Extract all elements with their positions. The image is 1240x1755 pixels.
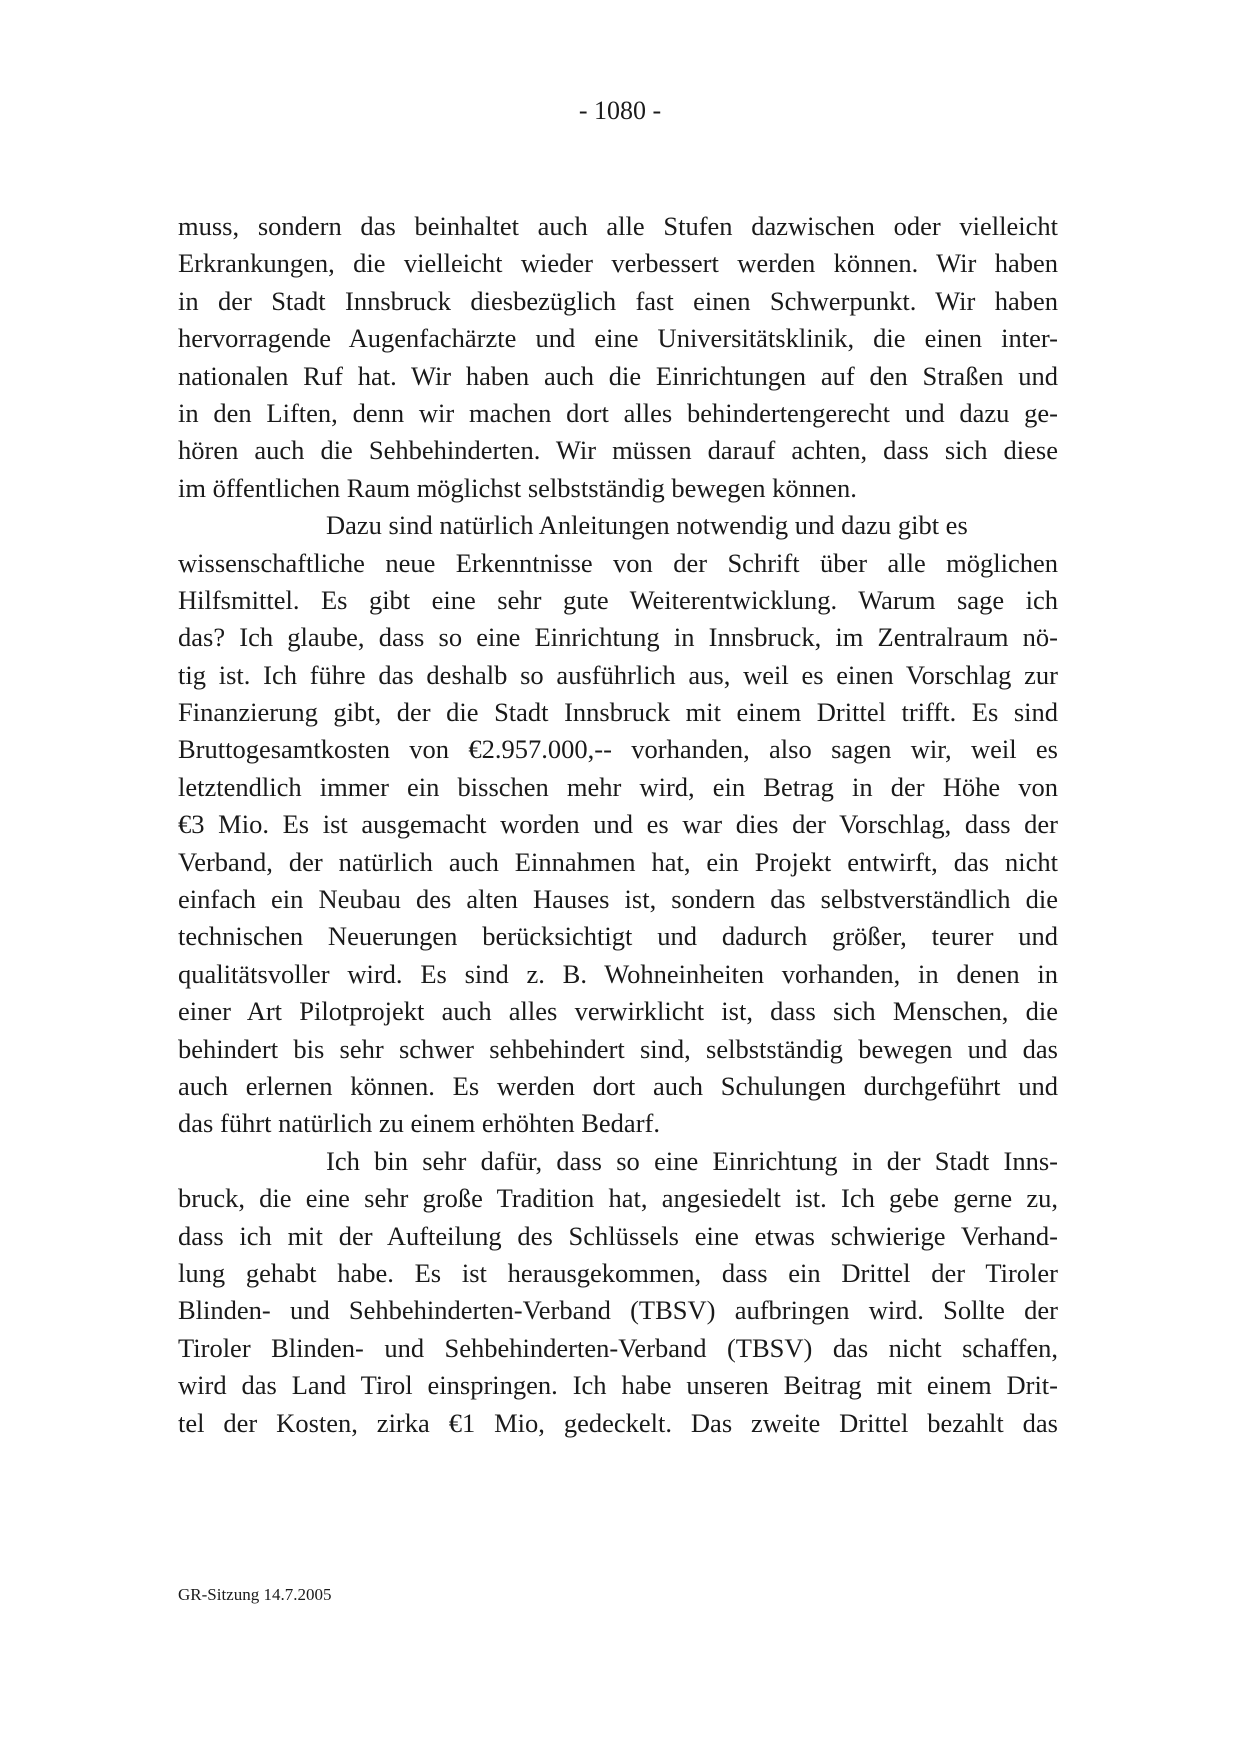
text-line: Bruttogesamtkosten von €2.957.000,-- vorhanden, also sagen wir, weil es	[178, 734, 1058, 765]
text-line: Verband, der natürlich auch Einnahmen hat, ein Projekt entwirft, das nicht	[178, 846, 1058, 877]
text-line: Ich bin sehr dafür, dass so eine Einrichtung in der Stadt Inns-	[326, 1145, 1058, 1176]
text-line: Hilfsmittel. Es gibt eine sehr gute Weiterentwicklung. Warum sage ich	[178, 584, 1058, 615]
text-line: das? Ich glaube, dass so eine Einrichtung in Innsbruck, im Zentralraum nö-	[178, 622, 1058, 653]
text-line: letztendlich immer ein bisschen mehr wird, ein Betrag in der Höhe von	[178, 771, 1058, 802]
body-text	[178, 208, 1058, 1442]
text-line: hören auch die Sehbehinderten. Wir müssen darauf achten, dass sich diese	[178, 435, 1058, 466]
text-line: einer Art Pilotprojekt auch alles verwirklicht ist, dass sich Menschen, die	[178, 996, 1058, 1027]
text-line: lung gehabt habe. Es ist herausgekommen, dass ein Drittel der Tiroler	[178, 1257, 1058, 1288]
text-line: wird das Land Tirol einspringen. Ich habe unseren Beitrag mit einem Drit-	[178, 1370, 1058, 1401]
text-line: wissenschaftliche neue Erkenntnisse von der Schrift über alle möglichen	[178, 547, 1058, 578]
text-line: Finanzierung gibt, der die Stadt Innsbruck mit einem Drittel trifft. Es sind	[178, 697, 1058, 728]
footer-session-label: GR-Sitzung 14.7.2005	[178, 1585, 332, 1604]
text-line: in der Stadt Innsbruck diesbezüglich fast einen Schwerpunkt. Wir haben	[178, 285, 1058, 316]
text-line: bruck, die eine sehr große Tradition hat, angesiedelt ist. Ich gebe gerne zu,	[178, 1183, 1058, 1214]
text-line: Blinden- und Sehbehinderten-Verband (TBSV) aufbringen wird. Sollte der	[178, 1295, 1058, 1326]
text-line: technischen Neuerungen berücksichtigt und dadurch größer, teurer und	[178, 921, 1058, 952]
text-line: tel der Kosten, zirka €1 Mio, gedeckelt. Das zweite Drittel bezahlt das	[178, 1407, 1058, 1438]
text-line: dass ich mit der Aufteilung des Schlüssels eine etwas schwierige Verhand-	[178, 1220, 1058, 1251]
text-line: hervorragende Augenfachärzte und eine Universitätsklinik, die einen inter-	[178, 323, 1058, 354]
text-line: Dazu sind natürlich Anleitungen notwendig und dazu gibt es	[326, 510, 968, 541]
text-line: behindert bis sehr schwer sehbehindert sind, selbstständig bewegen und das	[178, 1033, 1058, 1064]
text-line: das führt natürlich zu einem erhöhten Bedarf.	[178, 1108, 660, 1139]
text-line: nationalen Ruf hat. Wir haben auch die Einrichtungen auf den Straßen und	[178, 360, 1058, 391]
page-number: - 1080 -	[578, 96, 662, 125]
text-line: tig ist. Ich führe das deshalb so ausführlich aus, weil es einen Vorschlag zur	[178, 659, 1058, 690]
text-line: muss, sondern das beinhaltet auch alle Stufen dazwischen oder vielleicht	[178, 211, 1058, 241]
text-line: €3 Mio. Es ist ausgemacht worden und es war dies der Vorschlag, dass der	[178, 809, 1058, 840]
text-line: qualitätsvoller wird. Es sind z. B. Wohneinheiten vorhanden, in denen in	[178, 958, 1058, 989]
text-line: im öffentlichen Raum möglichst selbstständig bewegen können.	[178, 472, 857, 503]
text-line: Tiroler Blinden- und Sehbehinderten-Verband (TBSV) das nicht schaffen,	[178, 1332, 1058, 1363]
text-line: auch erlernen können. Es werden dort auch Schulungen durchgeführt und	[178, 1070, 1058, 1101]
text-line: in den Liften, denn wir machen dort alles behindertengerecht und dazu ge-	[178, 397, 1058, 428]
text-line: Erkrankungen, die vielleicht wieder verbessert werden können. Wir haben	[178, 248, 1058, 279]
text-line: einfach ein Neubau des alten Hauses ist, sondern das selbstverständlich die	[178, 884, 1058, 915]
